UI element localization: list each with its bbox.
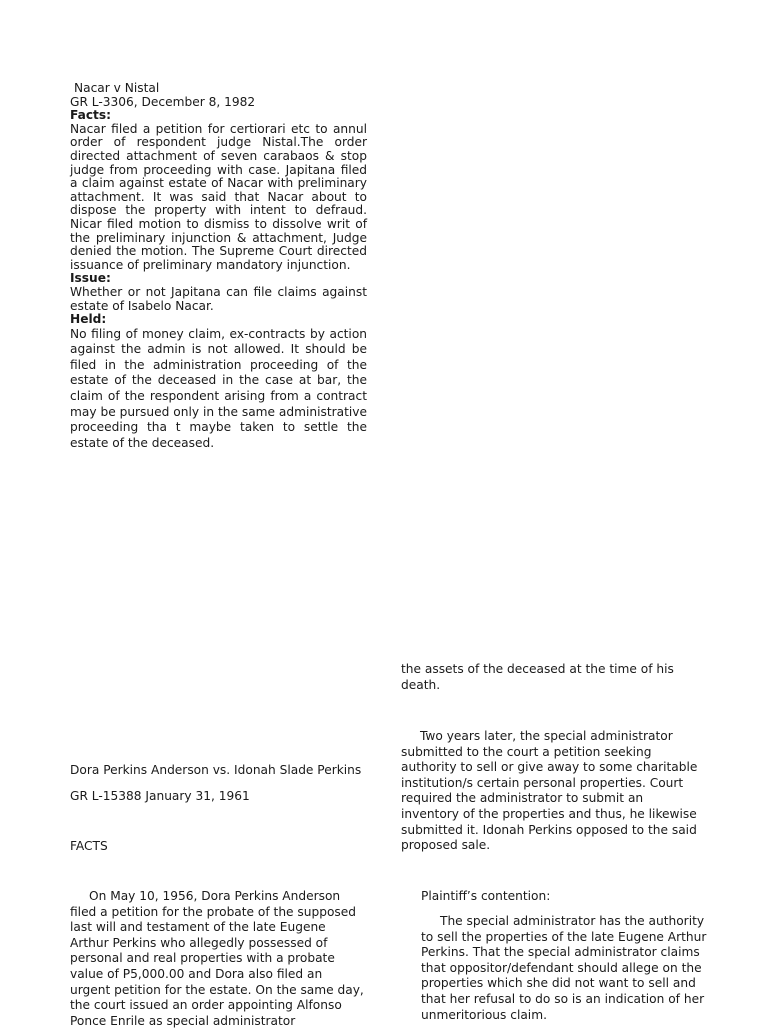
case-citation-anderson: GR L-15388 January 31, 1961 [70, 789, 250, 803]
facts-heading: Facts: [70, 108, 112, 123]
facts-heading-anderson: FACTS [70, 839, 108, 853]
case-title-anderson: Dora Perkins Anderson vs. Idonah Slade Perkins [70, 763, 362, 777]
held-heading: Held: [70, 312, 107, 327]
issue-paragraph: Whether or not Japitana can file claims against estate of Isabelo Nacar. [70, 284, 367, 313]
case-digest-nacar [70, 82, 367, 451]
plaintiff-contention-heading: Plaintiff’s contention: [421, 889, 551, 903]
issue-heading: Issue: [70, 271, 111, 286]
case-title: Nacar v Nistal [74, 81, 160, 95]
held-paragraph: No filing of money claim, ex-contracts by action against the admin is not allowed. It should be filed in the administration proceeding of the estate of the deceased in the case at bar, the claim of the respondent arising from a contract may be pursued only in the same administrative proceeding tha t maybe taken to settle the estate of the deceased. [70, 326, 367, 450]
facts-paragraph: Nacar filed a petition for certiorari etc to annul order of respondent judge Nistal.The order directed attachment of seven carabaos & stop judge from proceeding with case. Japitana filed a claim against estate of Nacar with preliminary attachment. It was said that Nacar about to dispose the property with intent to defraud. Nicar filed motion to dismiss to dissolve writ of the preliminary injunction & attachment, Judge denied the motion. The Supreme Court directed issuance of preliminary mandatory injunction. [70, 121, 367, 272]
facts-paragraph-1-continued: the assets of the deceased at the time of his death. [401, 662, 674, 692]
facts-paragraph-2: Two years later, the special administrator submitted to the court a petition seeking authority to sell or give away to some charitable institution/s certain personal properties. Court required the administrator to submit an inventory of the properties and thus, he likewise submitted it. Idonah Perkins opposed to the said proposed sale. [401, 729, 698, 853]
facts-paragraph-1: On May 10, 1956, Dora Perkins Anderson filed a petition for the probate of the supposed last will and testament of the late Eugene Arthur Perkins who allegedly possessed of personal and real properties with a probate value of P5,000.00 and Dora also filed an urgent petition for the estate. On the same day, the court issued an order appointing Alfonso Ponce Enrile as special administrator [70, 889, 364, 1028]
case-citation: GR L-3306, December 8, 1982 [70, 94, 256, 109]
plaintiff-contention-paragraph: The special administrator has the authority to sell the properties of the late Eugene Arthur Perkins. That the special administrator claims that oppositor/defendant should allege on the properties which she did not want to sell and that her refusal to do so is an indication of her unmeritorious claim. [421, 914, 707, 1022]
